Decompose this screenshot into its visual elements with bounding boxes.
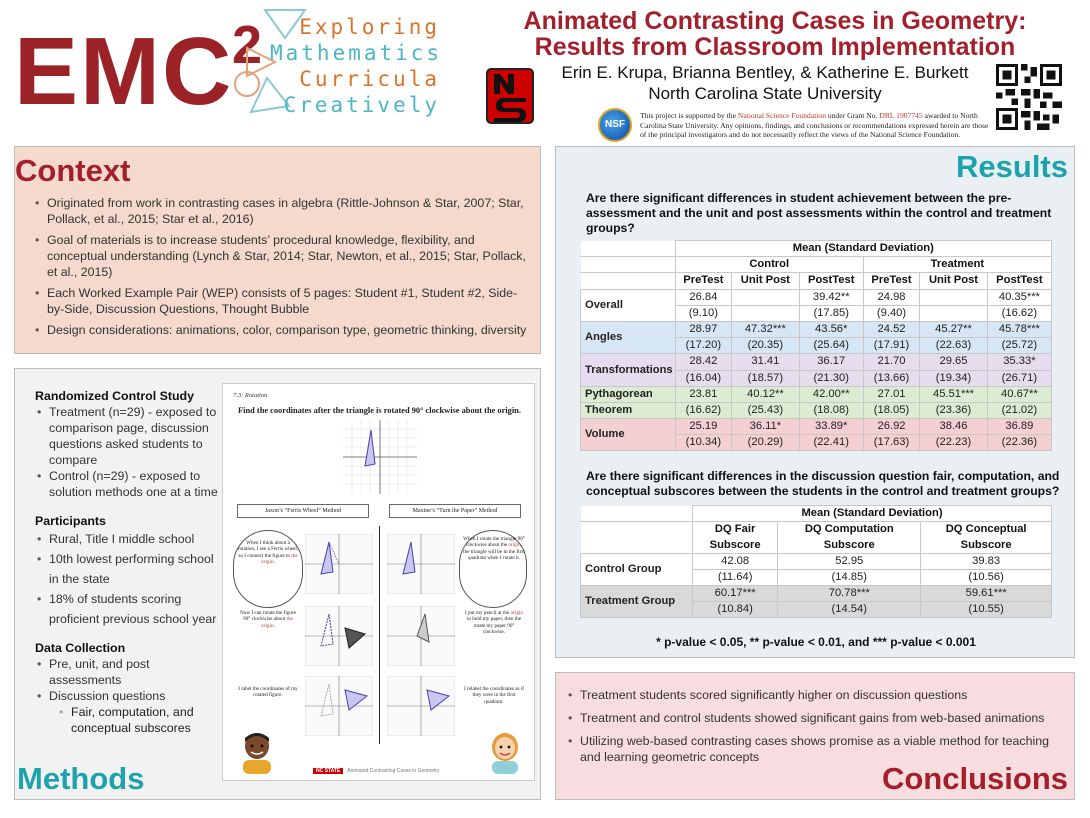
context-panel [14,146,541,354]
left-grid-3-icon [305,676,373,736]
methods-panel [14,368,541,800]
table-cell: (10.84) [693,602,778,618]
table-cell: (13.66) [863,370,919,386]
table-row [581,402,1052,418]
data-collection-heading: Data Collection [35,641,126,655]
table2-corner-2 [581,522,693,538]
table1-corner-2 [581,257,676,273]
funding-statement [640,111,990,140]
table-row [581,386,1052,402]
table-cell: 33.89* [799,419,863,435]
maxine-avatar-icon [485,730,525,774]
author-block [545,62,985,104]
data-sub-bullet-1: • Fair, computation, and conceptual subscores [57,704,225,736]
participants-list [35,529,225,629]
row-label-pythagorean: Pythagorean [581,386,676,402]
data-bullet-1: • Pre, unit, and post assessments [35,656,225,688]
table1-col-header: Unit Post [920,273,988,289]
thought-right-1a: When I rotate the triangle 90° clockwise about the [463,536,525,549]
table-cell: 70.78*** [778,586,921,602]
table1-corner [581,241,676,257]
table1-group-control: Control [675,257,863,273]
results-heading: Results [956,149,1068,184]
table-row [581,554,1052,570]
table-cell: (25.64) [799,338,863,354]
row-label-theorem: Theorem [581,402,676,418]
table2-col-header: Subscore [778,538,921,554]
table-cell: 29.65 [920,354,988,370]
worked-example-worksheet [222,383,535,781]
table1-col-header: PostTest [987,273,1051,289]
methods-text [35,389,225,736]
table-cell [920,305,988,321]
right-grid-1-icon [387,534,455,594]
subscore-table [580,505,1052,618]
table-cell: (26.71) [987,370,1051,386]
table-cell: (16.62) [675,402,731,418]
table-cell: (18.05) [863,402,919,418]
thought-right-1b: origin [508,542,521,549]
logo-word-2: Mathematics [270,41,443,65]
thought-left-1: When I think about a rotation, I see a Ferris wheel, so I connect the figure to the origin. [237,540,299,566]
jaxon-avatar-icon [237,730,277,774]
method-left-box: Jaxon’s “Ferris Wheel” Method [237,504,369,518]
conclusion-bullet-2: • Treatment and control students showed significant gains from web-based animations [566,710,1066,726]
table-cell: 24.98 [863,289,919,305]
thought-left-2a: Now I can rotate the figure 90° clockwise about [239,610,297,623]
table-cell: (18.57) [732,370,800,386]
row-label-treatment: Treatment Group [581,586,693,618]
table-cell: (16.04) [675,370,731,386]
title-line-2: Results from Classroom Implementation [534,33,1016,61]
authors: Erin E. Krupa, Brianna Bentley, & Katherine E. Burkett [561,63,969,82]
row-label-angles: Angles [581,321,676,353]
table-cell: 38.46 [920,419,988,435]
table-cell: 35.33* [987,354,1051,370]
worksheet-footer [313,768,440,774]
table-cell: (9.40) [863,305,919,321]
conclusion-bullet-3: • Utilizing web-based contrasting cases shows promise as a viable method for teaching and learning geometric concepts [566,733,1066,765]
table2-corner [581,506,693,522]
table-row [581,586,1052,602]
logo-letters: EMC [14,18,234,125]
nsf-link[interactable]: National Science Foundation [737,111,827,120]
table-cell: (21.30) [799,370,863,386]
left-grid-2-icon [305,606,373,666]
thought-left-2b: the origin [261,616,293,629]
table-cell: (14.85) [778,570,921,586]
right-grid-2-icon [387,606,455,666]
thought-right-2c: to hold my paper, then the rotate my paper 90° clockwise. [466,616,522,636]
table-cell [732,289,800,305]
table-cell: (10.55) [921,602,1052,618]
worksheet-prompt: Find the coordinates after the triangle is rotated 90° clockwise about the origin. [238,406,521,415]
thought-right-1 [463,536,525,562]
table2-col-header: DQ Conceptual [921,522,1052,538]
footer-tag: NC STATE [313,768,343,774]
table-cell: (17.20) [675,338,731,354]
data-collection-list [35,656,225,704]
logo-superscript: 2 [232,15,263,75]
context-bullet-2: • Goal of materials is to increase students’ procedural knowledge, flexibility, and conceptual understanding (Lynch & Star, 2014; Star, Newton, et al., 2015; Star, Pollack, et al., 2015) [33,232,529,280]
poster-title [465,8,1085,60]
table-cell: 47.32*** [732,321,800,337]
context-bullet-1: • Originated from work in contrasting cases in algebra (Rittle-Johnson & Star, 2007; Star, Pollack, et al., 2015; Star et al., 2016) [33,195,529,227]
table-cell: (20.29) [732,435,800,451]
table-cell: 25.19 [675,419,731,435]
right-grid-3-icon [387,676,455,736]
results-panel [555,146,1075,658]
table-cell: 40.67** [987,386,1051,402]
study-bullet-1: • Treatment (n=29) - exposed to comparison page, discussion questions asked students to compare [35,404,225,468]
nsf-logo-text: NSF [605,119,625,130]
table-cell: (25.72) [987,338,1051,354]
research-question-2: Are there significant differences in the discussion question fair, computation, and conceptual subscores between the students in the control and treatment groups? [586,469,1060,498]
method-right-box: Maxine’s “Turn the Paper” Method [389,504,521,518]
context-bullet-4: • Design considerations: animations, color, comparison type, geometric thinking, diversity [33,322,529,338]
worksheet-label: 7.3: Rotation [233,392,268,399]
ncstate-logo-icon [486,68,534,124]
nsf-text-3: awarded to North Carolina State University. Any opinions, findings, and conclusions or recommendations expressed herein are those of the principal investigators and do not necessarily reflect the views of the National Science Foundation. [640,111,989,139]
table-cell: 28.97 [675,321,731,337]
table-cell: 52.95 [778,554,921,570]
qr-code-icon[interactable] [996,64,1062,130]
table-cell: 24.52 [863,321,919,337]
table1-col-header: PostTest [799,273,863,289]
table-cell: (14.54) [778,602,921,618]
table-cell: 59.61*** [921,586,1052,602]
table-cell: 28.42 [675,354,731,370]
logo-word-1: Exploring [299,15,440,39]
table2-col-header: DQ Fair [693,522,778,538]
table-cell: (22.36) [987,435,1051,451]
table1-group-treatment: Treatment [863,257,1051,273]
table-row [581,289,1052,305]
thought-right-1c: , the triangle will be in the first quadrant when I rotate it. [463,542,525,562]
logo-words [270,14,443,118]
coordinate-grid-icon [343,420,417,494]
table-cell: 42.00** [799,386,863,402]
table-cell: (22.23) [920,435,988,451]
table2-super-header: Mean (Standard Deviation) [693,506,1052,522]
conclusion-bullet-1: • Treatment students scored significantly higher on discussion questions [566,687,1066,703]
table-cell: 23.81 [675,386,731,402]
research-question-1: Are there significant differences in student achievement between the pre-assessment and the unit and post assessments within the control and treatment groups? [586,191,1052,235]
table-cell: (22.41) [799,435,863,451]
data-sub-list [35,704,225,736]
nsf-logo-icon [598,108,632,142]
logo-word-3: Curricula [299,67,440,91]
thought-left-1b: the origin [261,552,298,566]
table1-col-header: Unit Post [732,273,800,289]
table-cell: (16.62) [987,305,1051,321]
participants-bullet-1: • Rural, Title I middle school [35,529,225,549]
achievement-table [580,240,1052,451]
table-cell: (10.34) [675,435,731,451]
table-cell: 39.42** [799,289,863,305]
row-label-control: Control Group [581,554,693,586]
table-cell: 60.17*** [693,586,778,602]
table-cell: 36.89 [987,419,1051,435]
row-label-overall: Overall [581,289,676,321]
context-list [33,195,529,343]
table-cell: (19.34) [920,370,988,386]
thought-left-1a: When I think about a rotation, I see a Ferris wheel, so I connect the figure to [237,540,299,559]
table-cell: (9.10) [675,305,731,321]
institution: North Carolina State University [648,84,882,103]
table-cell: (10.56) [921,570,1052,586]
table-cell: 36.11* [732,419,800,435]
participants-heading: Participants [35,514,106,528]
table-row [581,419,1052,435]
table-cell: (17.85) [799,305,863,321]
table-cell: 31.41 [732,354,800,370]
pvalue-note: * p-value < 0.05, ** p-value < 0.01, and *** p-value < 0.001 [656,635,976,649]
table-cell: (17.63) [863,435,919,451]
table-cell: (23.36) [920,402,988,418]
thought-right-2b: origin [510,610,523,616]
table-cell: 36.17 [799,354,863,370]
table-cell: 45.51*** [920,386,988,402]
context-heading: Context [15,153,131,188]
row-label-volume: Volume [581,419,676,451]
conclusions-list [566,687,1066,772]
table-cell: (20.35) [732,338,800,354]
table-cell: 26.92 [863,419,919,435]
thought-right-3: I relabel the coordinates as if they were in the first quadrant. [463,686,525,705]
table-cell: (18.08) [799,402,863,418]
footer-text: Animated Contrasting Cases in Geometry [347,768,440,774]
methods-heading: Methods [17,761,145,796]
left-grid-1-icon [305,534,373,594]
thought-right-2 [463,610,525,636]
table-cell: 27.01 [863,386,919,402]
thought-left-2: Now I can rotate the figure 90° clockwise about the origin. [239,610,297,629]
table1-corner-3 [581,273,676,289]
table-cell: 21.70 [863,354,919,370]
participants-bullet-3: • 18% of students scoring proficient previous school year [35,589,225,629]
table-cell: 26.84 [675,289,731,305]
study-heading: Randomized Control Study [35,389,195,403]
nsf-text-2: under Grant No. [826,111,880,120]
table1-super-header: Mean (Standard Deviation) [675,241,1051,257]
title-line-1: Animated Contrasting Cases in Geometry: [523,7,1027,35]
table2-col-header: Subscore [693,538,778,554]
table-cell: (21.02) [987,402,1051,418]
table-cell: 40.35*** [987,289,1051,305]
participants-bullet-2: • 10th lowest performing school in the state [35,549,225,589]
table1-col-header: PreTest [863,273,919,289]
table-cell: 42.08 [693,554,778,570]
table-cell: 39.83 [921,554,1052,570]
thought-left-3: I label the coordinates of my rotated figure. [238,686,298,699]
nsf-grant: DRL 1907745 [879,111,923,120]
table-cell: (17.91) [863,338,919,354]
table-cell: 43.56* [799,321,863,337]
table-cell: 45.78*** [987,321,1051,337]
context-bullet-3: • Each Worked Example Pair (WEP) consists of 5 pages: Student #1, Student #2, Side-by-Side, Discussion Questions, Thought Bubble [33,285,529,317]
table-cell [920,289,988,305]
table-cell: (25.43) [732,402,800,418]
center-divider [379,526,380,744]
table-cell: (11.64) [693,570,778,586]
data-bullet-2: • Discussion questions [35,688,225,704]
conclusions-heading: Conclusions [881,761,1068,796]
conclusions-panel [555,672,1075,800]
table2-corner-3 [581,538,693,554]
table2-col-header: Subscore [921,538,1052,554]
thought-right-2a: I put my pencil at the [465,610,511,616]
logo-word-4: Creatively [283,93,440,117]
table1-col-header: PreTest [675,273,731,289]
table2-col-header: DQ Computation [778,522,921,538]
row-label-transformations: Transformations [581,354,676,386]
table-row [581,354,1052,370]
table-cell: 40.12** [732,386,800,402]
table-cell [732,305,800,321]
nsf-text-1: This project is supported by the [640,111,738,120]
table-cell: (22.63) [920,338,988,354]
table-row [581,321,1052,337]
table-cell: 45.27** [920,321,988,337]
study-list [35,404,225,500]
study-bullet-2: • Control (n=29) - exposed to solution methods one at a time [35,468,225,500]
